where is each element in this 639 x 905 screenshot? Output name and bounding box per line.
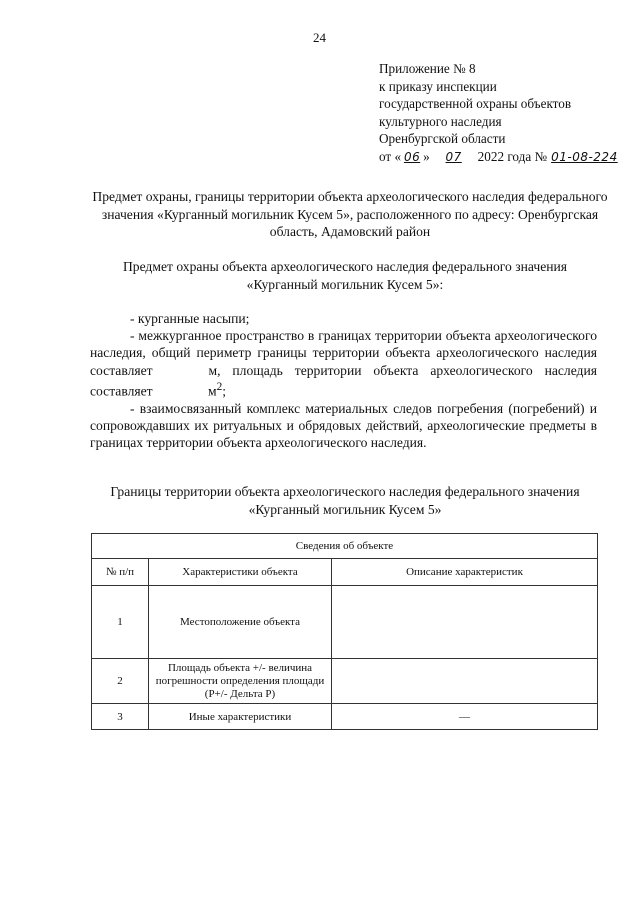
table-header-description: Описание характеристик <box>332 559 598 586</box>
row-characteristic: Площадь объекта +/- величина погрешности определения площади (P+/- Дельта P) <box>149 659 332 704</box>
protection-subject-list <box>90 310 597 451</box>
list-item <box>90 327 597 399</box>
date-mid: » <box>423 148 430 164</box>
table-header-number: № п/п <box>92 559 149 586</box>
table-row <box>92 704 598 730</box>
table-header-characteristic: Характеристики объекта <box>149 559 332 586</box>
protection-subject-heading: Предмет охраны объекта археологического наследия федерального значения «Курганный могильник Кусем 5»: <box>122 259 568 292</box>
date-prefix: от « <box>379 148 402 164</box>
list-item-text: - межкурганное пространство в границах территории объекта археологического наследия, общий периметр границы территории объекта археологического наследия составляет <box>90 328 597 378</box>
appendix-block <box>379 60 618 167</box>
unit-superscript: 2 <box>216 380 223 393</box>
handwritten-day: 06 <box>403 149 421 164</box>
handwritten-month: 07 <box>445 149 462 164</box>
appendix-line: Приложение № 8 <box>379 61 476 76</box>
boundaries-heading: Границы территории объекта археологического наследия федерального значения «Курганный могильник Кусем 5» <box>110 484 580 517</box>
page-number: 24 <box>313 30 326 45</box>
date-year-text: 2022 года № <box>477 148 548 164</box>
unit: м <box>208 383 217 399</box>
punctuation: ; <box>222 383 227 399</box>
table-caption: Сведения об объекте <box>92 534 598 559</box>
table-row <box>92 586 598 659</box>
appendix-line: Оренбургской области <box>379 131 506 147</box>
list-item: - взаимосвязанный комплекс материальных следов погребения (погребений) и сопровождавших их ритуальных и обрядовых действий, археологические предметы в границах территории объекта археологического наследия. <box>90 400 597 450</box>
appendix-date-line <box>379 148 618 167</box>
row-number: 1 <box>92 586 149 659</box>
row-description <box>332 659 598 704</box>
document-title: Предмет охраны, границы территории объекта археологического наследия федерального значения «Курганный могильник Кусем 5», расположенного по адресу: Оренбургская область, Адамовский район <box>92 189 608 239</box>
object-info-table <box>91 533 598 730</box>
row-description: — <box>332 704 598 730</box>
row-characteristic: Иные характеристики <box>149 704 332 730</box>
row-number: 2 <box>92 659 149 704</box>
appendix-line: государственной охраны объектов <box>379 96 572 112</box>
row-characteristic: Местоположение объекта <box>149 586 332 659</box>
appendix-line: культурного наследия <box>379 113 502 129</box>
table-row <box>92 659 598 704</box>
list-item-text: м, площадь территории объекта археологического наследия составляет <box>90 362 597 399</box>
list-item: - курганные насыпи; <box>130 311 250 326</box>
appendix-line: к приказу инспекции <box>379 78 497 94</box>
row-description <box>332 586 598 659</box>
handwritten-order-number: 01-08-224 <box>551 149 618 164</box>
row-number: 3 <box>92 704 149 730</box>
